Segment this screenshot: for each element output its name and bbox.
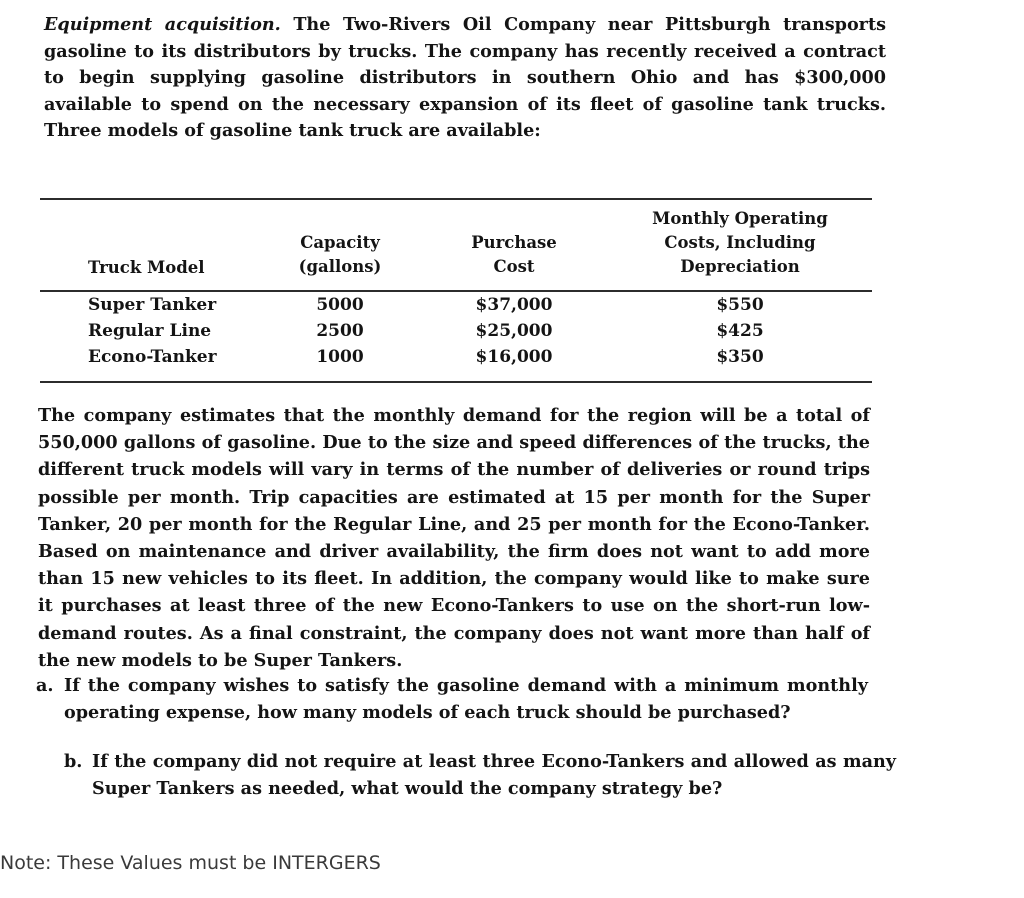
intro-text: The Two-Rivers Oil Company near Pittsburgh transports gasoline to its distributors by trucks. The company has recently received a contract to begin supplying gasoline distributors in southern Ohio and has $300,000 available to spend on the necessary expansion of its fleet of gasoline tank trucks. Three models of gasoline tank truck are available: xyxy=(44,14,886,141)
table-top-rule xyxy=(40,198,872,200)
intro-paragraph xyxy=(44,12,886,145)
integer-note: Note: These Values must be INTERGERS xyxy=(0,852,381,874)
question-a xyxy=(36,672,868,726)
header-purchase-cost: Purchase Cost xyxy=(471,233,557,276)
header-monthly-operating-costs: Monthly Operating Costs, Including Depreciation xyxy=(652,209,828,276)
table-cell-cost: $16,000 xyxy=(475,347,553,367)
table-cell-operating: $425 xyxy=(716,321,764,341)
table-cell-model: Regular Line xyxy=(88,321,212,341)
intro-lead: Equipment acquisition. xyxy=(44,14,281,35)
question-b-text: If the company did not require at least three Econo-Tankers and allowed as many Super Tankers as needed, what would the company strategy be? xyxy=(92,751,896,799)
table-cell-cost: $25,000 xyxy=(475,321,553,341)
table-cell-capacity: 5000 xyxy=(316,295,364,315)
header-capacity: Capacity (gallons) xyxy=(298,233,382,276)
question-b-marker: b. xyxy=(64,751,83,772)
table-cell-capacity: 2500 xyxy=(316,321,364,341)
question-a-text: If the company wishes to satisfy the gasoline demand with a minimum monthly operating expense, how many models of each truck should be purchased? xyxy=(64,675,868,723)
table-cell-operating: $550 xyxy=(716,295,764,315)
table-cell-model: Super Tanker xyxy=(88,295,217,315)
question-a-marker: a. xyxy=(36,675,54,696)
table-cell-operating: $350 xyxy=(716,347,764,367)
table-bottom-rule xyxy=(40,381,872,383)
question-b xyxy=(64,748,896,802)
table-cell-model: Econo-Tanker xyxy=(88,347,217,367)
table-cell-cost: $37,000 xyxy=(475,295,553,315)
header-truck-model: Truck Model xyxy=(88,258,205,277)
demand-paragraph: The company estimates that the monthly demand for the region will be a total of 550,000 gallons of gasoline. Due to the size and speed differences of the trucks, the different truck models will vary in terms of the number of deliveries or round trips possible per month. Trip capacities are estimated at 15 per month for the Super Tanker, 20 per month for the Regular Line, and 25 per month for the Econo-Tanker. Based on maintenance and driver availability, the firm does not want to add more than 15 new vehicles to its fleet. In addition, the company would like to make sure it purchases at least three of the new Econo-Tankers to use on the short-run low-demand routes. As a final constraint, the company does not want more than half of the new models to be Super Tankers. xyxy=(38,405,870,671)
table-cell-capacity: 1000 xyxy=(316,347,364,367)
